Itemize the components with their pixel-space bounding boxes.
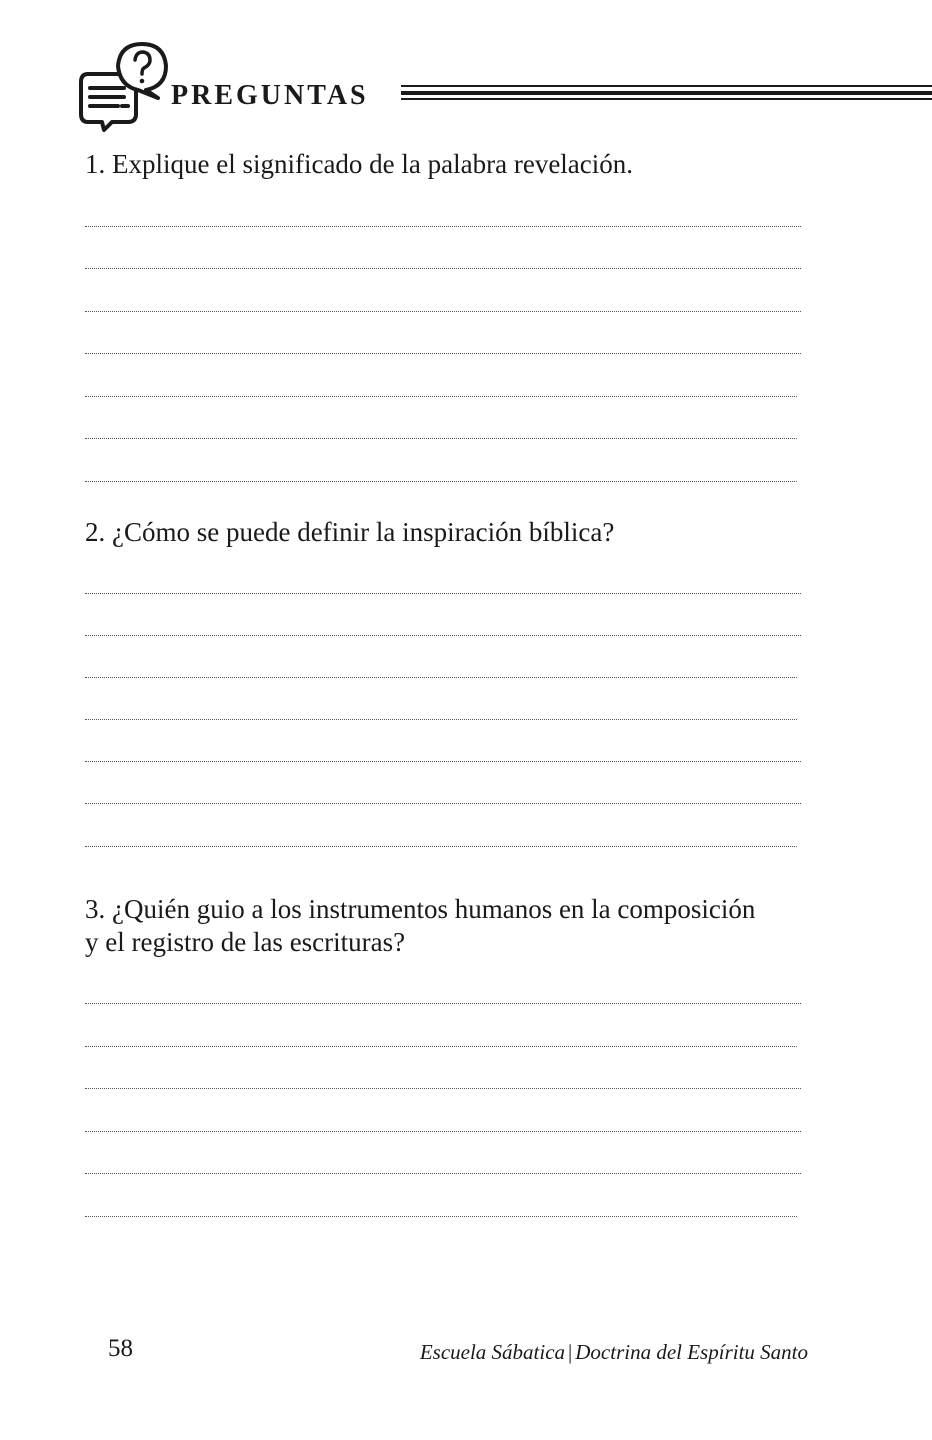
answer-line[interactable] [85,1131,801,1132]
question-1 [85,148,805,181]
answer-line[interactable] [85,438,797,439]
answer-line[interactable] [85,593,801,594]
footer-book-title: Escuela Sábatica [419,1340,566,1364]
question-text-line-1: ¿Quién guio a los instrumentos humanos en la composición [112,894,756,924]
answer-line[interactable] [85,1003,801,1004]
question-3 [85,893,805,959]
answer-line[interactable] [85,761,801,762]
footer-separator: | [568,1340,573,1364]
question-number: 1. [85,149,106,179]
question-text-line-2: y el registro de las escrituras? [85,927,406,957]
header-triple-rule [401,85,932,101]
question-number: 2. [85,517,106,547]
answer-line[interactable] [85,1046,797,1047]
footer-subtitle: Doctrina del Espíritu Santo [575,1340,808,1364]
question-number: 3. [85,894,106,924]
question-text: Explique el significado de la palabra revelación. [112,149,634,179]
answer-line[interactable] [85,353,801,354]
speech-bubble-question-icon [78,40,170,134]
question-text: ¿Cómo se puede definir la inspiración bíblica? [112,517,615,547]
answer-line[interactable] [85,268,801,269]
question-2 [85,516,805,549]
section-title: PREGUNTAS [171,80,369,111]
answer-line[interactable] [85,677,797,678]
answer-line[interactable] [85,1173,801,1174]
answer-line[interactable] [85,481,797,482]
answer-line[interactable] [85,635,801,636]
section-header [78,40,932,134]
answer-line[interactable] [85,311,801,312]
running-footer [420,1338,808,1366]
answer-line[interactable] [85,719,797,720]
answer-line[interactable] [85,1088,801,1089]
page-number: 58 [108,1335,133,1362]
answer-line[interactable] [85,226,801,227]
answer-line[interactable] [85,803,801,804]
answer-line[interactable] [85,1216,797,1217]
answer-line[interactable] [85,396,797,397]
answer-line[interactable] [85,846,797,847]
